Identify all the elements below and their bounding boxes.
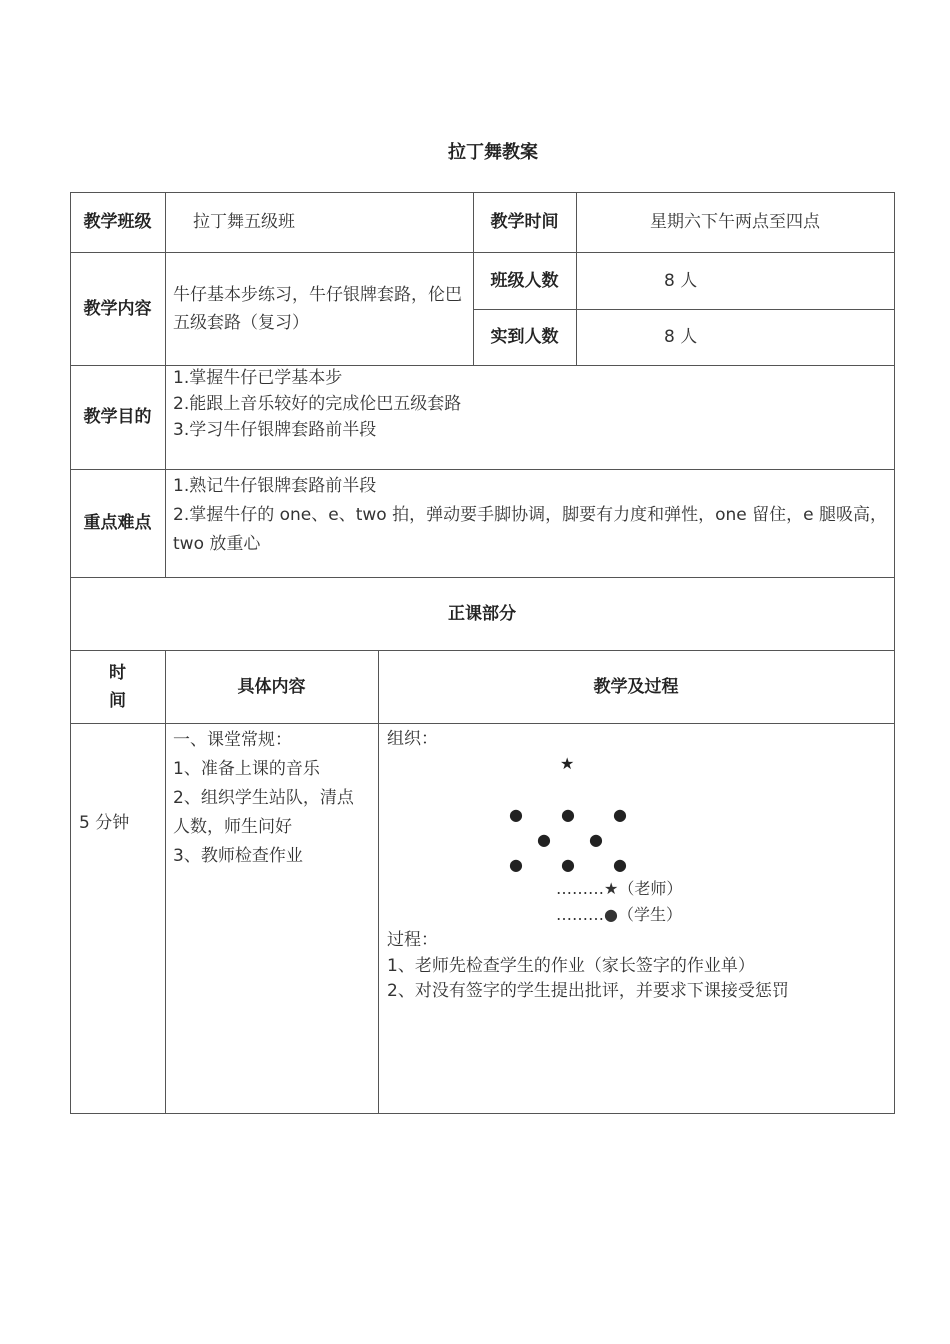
goal-item-1: 1.掌握牛仔已学基本步 bbox=[173, 368, 343, 388]
legend-student: ………●（学生） bbox=[556, 905, 682, 924]
count-value-text: 8 人 bbox=[664, 270, 698, 291]
key-label: 重点难点 bbox=[70, 469, 166, 578]
column-time bbox=[70, 650, 166, 724]
document-title: 拉丁舞教案 bbox=[448, 142, 538, 163]
student-dot-icon: ● bbox=[561, 855, 575, 874]
process-line-1: 1、老师先检查学生的作业（家长签字的作业单） bbox=[387, 956, 755, 976]
count-value bbox=[576, 252, 895, 310]
student-dot-icon: ● bbox=[509, 805, 523, 824]
row-process bbox=[378, 723, 895, 1114]
content-value-text: 牛仔基本步练习，牛仔银牌套路，伦巴五级套路（复习） bbox=[173, 284, 462, 333]
row-content bbox=[165, 723, 379, 1114]
content-line-2: 1、准备上课的音乐 bbox=[173, 759, 320, 779]
content-line-1: 一、课堂常规： bbox=[173, 730, 292, 750]
actual-value bbox=[576, 309, 895, 366]
row-duration bbox=[70, 723, 166, 1114]
column-process: 教学及过程 bbox=[378, 650, 895, 724]
content-line-3: 2、组织学生站队，清点 bbox=[173, 788, 354, 808]
class-value bbox=[165, 192, 474, 253]
time-label: 教学时间 bbox=[473, 192, 577, 253]
student-dot-icon: ● bbox=[561, 805, 575, 824]
student-dot-icon: ● bbox=[589, 830, 603, 849]
goal-label: 教学目的 bbox=[70, 365, 166, 470]
student-dot-icon: ● bbox=[613, 805, 627, 824]
time-value: 星期六下午两点至四点 bbox=[576, 192, 895, 253]
goal-item-2: 2.能跟上音乐较好的完成伦巴五级套路 bbox=[173, 394, 462, 414]
actual-label: 实到人数 bbox=[473, 309, 577, 366]
key-list bbox=[165, 469, 895, 578]
teacher-star-icon: ★ bbox=[560, 754, 575, 773]
student-dot-icon: ● bbox=[537, 830, 551, 849]
legend-teacher: ………★（老师） bbox=[556, 879, 683, 898]
section-title: 正课部分 bbox=[70, 577, 895, 651]
actual-value-text: 8 人 bbox=[664, 327, 698, 347]
key-item-1: 1.熟记牛仔银牌套路前半段 bbox=[173, 476, 377, 496]
goal-item-3: 3.学习牛仔银牌套路前半段 bbox=[173, 420, 377, 440]
class-label: 教学班级 bbox=[70, 192, 166, 253]
class-value-text: 拉丁舞五级班 bbox=[193, 212, 295, 232]
student-dot-icon: ● bbox=[613, 855, 627, 874]
org-label: 组织： bbox=[387, 729, 438, 749]
column-time-char-1: 时 bbox=[109, 662, 126, 683]
content-label: 教学内容 bbox=[70, 252, 166, 366]
content-line-4: 人数，师生问好 bbox=[173, 817, 292, 837]
duration-text: 5 分钟 bbox=[79, 813, 130, 833]
column-content: 具体内容 bbox=[165, 650, 379, 724]
student-dot-icon: ● bbox=[509, 855, 523, 874]
key-item-2: 2.掌握牛仔的 one、e、two 拍，弹动要手脚协调，脚要有力度和弹性，one 留住，e 腿吸高，two 放重心 bbox=[173, 505, 887, 554]
column-time-char-2: 间 bbox=[109, 690, 126, 711]
process-label: 过程： bbox=[387, 930, 438, 950]
content-line-5: 3、教师检查作业 bbox=[173, 846, 303, 866]
goal-list bbox=[165, 365, 895, 470]
count-label: 班级人数 bbox=[473, 252, 577, 310]
content-value bbox=[165, 252, 474, 366]
process-line-2: 2、对没有签字的学生提出批评，并要求下课接受惩罚 bbox=[387, 981, 789, 1001]
